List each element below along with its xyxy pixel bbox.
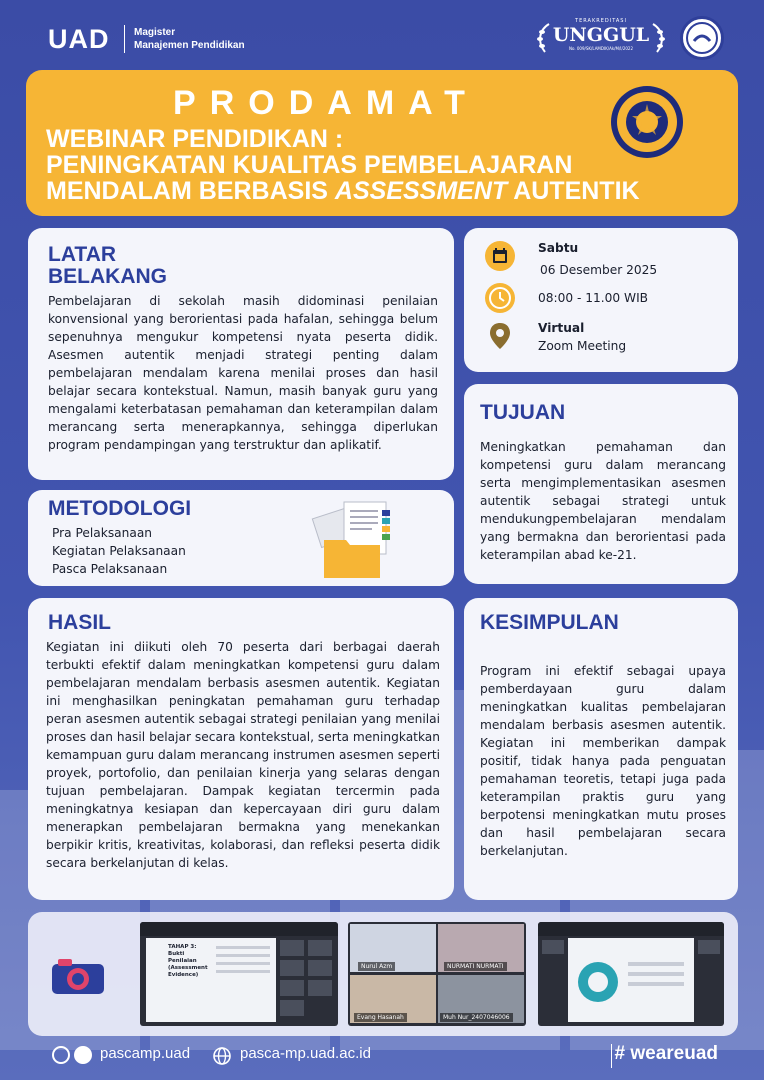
participant-name: Nurul Azm	[358, 962, 395, 971]
hasil-body: Kegiatan ini diikuti oleh 70 peserta dari berbagai daerah terbukti efektif dalam meningkatkan kompetensi guru dalam pembelajaran mendalam berbasis asesmen autentik. Kegiatan ini menghasilkan peningkatan pemahaman guru terhadap peran asesmen autentik sebagai strategi penilaian yang menilai proses dan hasil belajar secara kontekstual, serta meningkatkan kemampuan guru dalam merancang instrumen asesmen seperti proyek, portofolio, dan penilaian kinerja yang selaras dengan tujuan pembelajaran. Dampak kegiatan tercermin pada meningkatnya kesiapan dan kepercayaan diri guru dalam menerapkan pembelajaran bermakna yang menekankan berpikir kritis, kreativitas, kolaborasi, dan refleksi peserta didik secara berkelanjutan di kelas.	[46, 640, 440, 870]
tujuan-heading: TUJUAN	[480, 401, 566, 424]
webinar-title	[46, 126, 640, 204]
location-pin-icon	[484, 320, 516, 352]
uad-logo: UAD	[48, 24, 110, 54]
program-title: PRODAMAT	[173, 84, 479, 122]
metodologi-card	[28, 490, 454, 586]
laurel-left-icon	[535, 22, 553, 54]
participant-name: Muh Nur_2407046006	[440, 1013, 513, 1022]
metodologi-item: Pra Pelaksanaan	[52, 526, 153, 540]
kesimpulan-card	[464, 598, 738, 900]
documents-folder-icon	[310, 498, 406, 582]
event-time: 08:00 - 11.00 WIB	[538, 291, 649, 305]
header	[0, 0, 764, 70]
accreditation-small: TERAKREDITASI	[575, 18, 627, 24]
social-handle[interactable]: pascamp.uad	[100, 1045, 191, 1062]
instagram-icon[interactable]	[52, 1046, 70, 1064]
latar-heading-line-1: LATAR	[48, 243, 117, 266]
program-name	[134, 26, 245, 52]
event-info-card	[464, 228, 738, 372]
event-platform: Zoom Meeting	[538, 339, 627, 353]
title-line-3-em: ASSESSMENT	[334, 177, 508, 205]
logo-divider	[124, 25, 125, 53]
slide-title: TAHAP 3: Bukti Penilaian (Assessment Evidence)	[168, 944, 208, 978]
tujuan-body: Meningkatkan pemahaman dan kompetensi guru dalam merancang serta mengimplementasikan asesmen autentik sebagai strategi untuk mendukungpembelajaran mendalam yang bermakna dan berorientasi pada keterampilan abad ke-21.	[480, 440, 726, 562]
event-mode: Virtual	[538, 321, 585, 335]
participant-name: Evang Hasanah	[354, 1013, 407, 1022]
laurel-right-icon	[649, 22, 667, 54]
metodologi-item: Pasca Pelaksanaan	[52, 562, 168, 576]
event-date: 06 Desember 2025	[540, 263, 658, 277]
latar-body: Pembelajaran di sekolah masih didominasi penilaian konvensional yang berorientasi pada hafalan, sehingga belum sepenuhnya mengukur kompetensi nyata peserta didik. Asesmen autentik menjadi strategi penting dalam pembelajaran mendalam karena menilai proses dan hasil belajar secara kontekstual. Namun, masih banyak guru yang mengalami keterbatasan pemahaman dan keterampilan dalam merancang serta menerapkannya, sehingga diperlukan program pendampingan yang terstruktur dan aplikatif.	[48, 294, 438, 452]
kesimpulan-body: Program ini efektif sebagai upaya pemberdayaan guru dalam meningkatkan kualitas pembelajaran mendalam berbasis asesmen autentik. Kegiatan ini memberikan dampak positif, tidak hanya pada penguatan pemahaman teoretis, tetapi juga pada keterampilan praktis guru yang berpotensi meningkatkan mutu proses dan hasil pembelajaran secara berkelanjutan.	[480, 664, 726, 858]
latar-heading	[48, 244, 167, 288]
latar-heading-line-2: BELAKANG	[48, 265, 167, 288]
title-banner	[26, 70, 738, 216]
hashtag: # weareuad	[614, 1043, 718, 1064]
clock-icon	[484, 282, 516, 314]
tujuan-card	[464, 384, 738, 584]
program-line-1: Magister	[134, 27, 176, 38]
webinar-screenshot-1	[140, 922, 338, 1026]
participant-name: NURMATI NURMATI	[444, 962, 507, 971]
metodologi-list	[52, 524, 186, 578]
website-link[interactable]: pasca-mp.uad.ac.id	[240, 1045, 371, 1062]
latar-belakang-card	[28, 228, 454, 480]
accreditation-number: No. 009/SK/LAMDIK/Ak/M/I/2022	[568, 46, 634, 51]
program-line-2: Manajemen Pendidikan	[134, 40, 245, 51]
title-line-2: PENINGKATAN KUALITAS PEMBELAJARAN	[46, 151, 573, 179]
globe-icon	[212, 1046, 232, 1066]
documentation-strip	[28, 912, 738, 1036]
accreditation-badge	[535, 18, 667, 58]
metodologi-heading: METODOLOGI	[48, 497, 192, 520]
tiktok-icon[interactable]	[74, 1046, 92, 1064]
footer	[26, 1038, 738, 1074]
footer-divider	[611, 1044, 612, 1068]
hasil-heading: HASIL	[48, 611, 111, 634]
calendar-icon	[484, 240, 516, 272]
hasil-card	[28, 598, 454, 900]
title-line-3	[46, 178, 640, 204]
title-line-3-pre: MENDALAM BERBASIS	[46, 177, 335, 205]
kesimpulan-heading: KESIMPULAN	[480, 611, 619, 634]
event-day: Sabtu	[538, 241, 579, 255]
webinar-screenshot-3	[538, 922, 724, 1026]
title-line-3-post: AUTENTIK	[507, 177, 640, 205]
title-line-1: WEBINAR PENDIDIKAN :	[46, 125, 344, 153]
university-seal-icon	[609, 84, 685, 160]
camera-icon	[50, 956, 106, 996]
webinar-screenshot-2	[348, 922, 526, 1026]
metodologi-item: Kegiatan Pelaksanaan	[52, 544, 186, 558]
institution-seal-icon	[680, 16, 724, 60]
accreditation-big: UNGGUL	[552, 24, 650, 46]
